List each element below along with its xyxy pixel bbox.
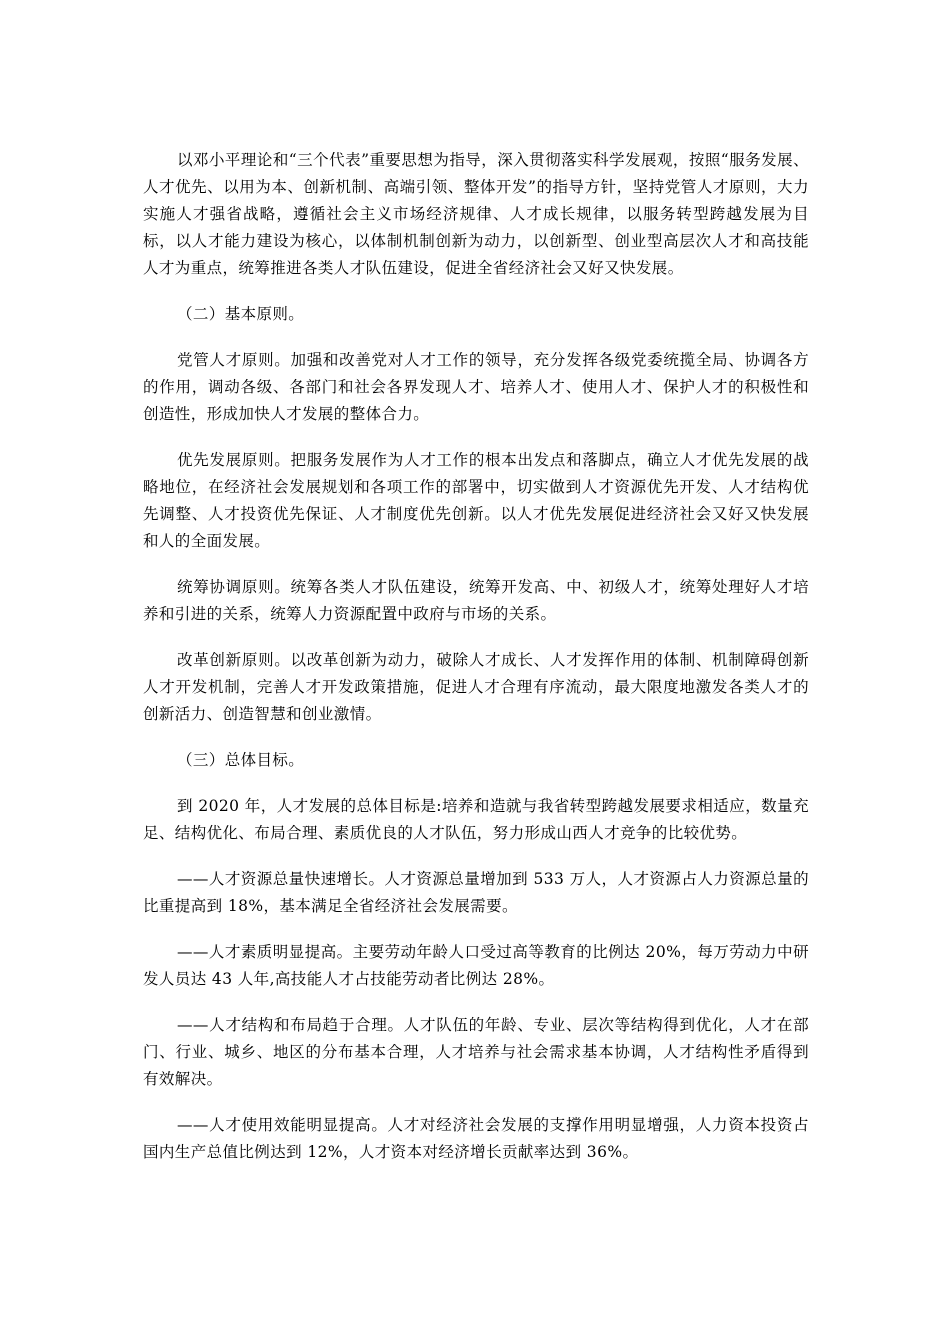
goal-total-resources-paragraph: ——人才资源总量快速增长。人才资源总量增加到 533 万人，人才资源占人力资源总量的比重提高到 18%，基本满足全省经济社会发展需要。 (143, 870, 809, 915)
goal-efficiency-paragraph: ——人才使用效能明显提高。人才对经济社会发展的支撑作用明显增强，人力资本投资占国内生产总值比例达到 12%，人才资本对经济增长贡献率达到 36%。 (143, 1116, 809, 1161)
guiding-ideology-paragraph: 以邓小平理论和“三个代表”重要思想为指导，深入贯彻落实科学发展观，按照“服务发展、人才优先、以用为本、创新机制、高端引领、整体开发”的指导方针，坚持党管人才原则，大力实施人才强省战略，遵循社会主义市场经济规律、人才成长规律，以服务转型跨越发展为目标，以人才能力建设为核心，以体制机制创新为动力，以创新型、创业型高层次人才和高技能人才为重点，统筹推进各类人才队伍建设，促进全省经济社会又好又快发展。 (143, 151, 809, 277)
goal-structure-paragraph: ——人才结构和布局趋于合理。人才队伍的年龄、专业、层次等结构得到优化，人才在部门、行业、城乡、地区的分布基本合理，人才培养与社会需求基本协调，人才结构性矛盾得到有效解决。 (143, 1016, 809, 1088)
goal-quality-paragraph: ——人才素质明显提高。主要劳动年龄人口受过高等教育的比例达 20%，每万劳动力中研发人员达 43 人年,高技能人才占技能劳动者比例达 28%。 (143, 943, 809, 988)
section-heading-basic-principles: （二）基本原则。 (177, 305, 305, 323)
principle-party-management-paragraph: 党管人才原则。加强和改善党对人才工作的领导，充分发挥各级党委统揽全局、协调各方的作用，调动各级、各部门和社会各界发现人才、培养人才、使用人才、保护人才的积极性和创造性，形成加快人才发展的整体合力。 (143, 351, 809, 423)
overall-goal-paragraph: 到 2020 年，人才发展的总体目标是:培养和造就与我省转型跨越发展要求相适应，数量充足、结构优化、布局合理、素质优良的人才队伍，努力形成山西人才竞争的比较优势。 (143, 797, 809, 842)
principle-priority-development-paragraph: 优先发展原则。把服务发展作为人才工作的根本出发点和落脚点，确立人才优先发展的战略地位，在经济社会发展规划和各项工作的部署中，切实做到人才资源优先开发、人才结构优先调整、人才投资优先保证、人才制度优先创新。以人才优先发展促进经济社会又好又快发展和人的全面发展。 (143, 451, 809, 550)
principle-coordination-paragraph: 统筹协调原则。统筹各类人才队伍建设，统筹开发高、中、初级人才，统筹处理好人才培养和引进的关系，统筹人力资源配置中政府与市场的关系。 (143, 578, 809, 623)
principle-reform-innovation-paragraph: 改革创新原则。以改革创新为动力，破除人才成长、人才发挥作用的体制、机制障碍创新人才开发机制，完善人才开发政策措施，促进人才合理有序流动，最大限度地激发各类人才的创新活力、创造智慧和创业激情。 (143, 651, 809, 723)
document-body (143, 147, 809, 1166)
section-heading-overall-goal: （三）总体目标。 (177, 751, 305, 769)
